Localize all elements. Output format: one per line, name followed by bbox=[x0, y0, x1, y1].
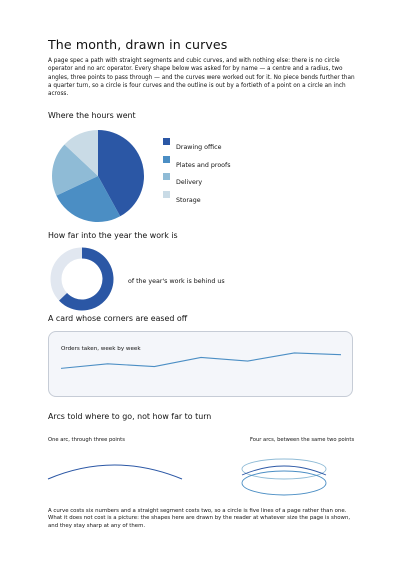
legend-label: Delivery bbox=[176, 179, 203, 186]
arc-caption-right: Four arcs, between the same two points bbox=[250, 437, 355, 443]
donut-label: of the year's work is behind us bbox=[128, 278, 225, 285]
footer-paragraph: A curve costs six numbers and a straight segment costs two, so a circle is five lines of a page rather than one. What it does not cost is a picture: the shapes here are drawn by the reader at whatever size the page is shown, and they stay sharp at any of them. bbox=[48, 508, 351, 529]
inner-arc bbox=[242, 471, 326, 495]
page-title: The month, drawn in curves bbox=[48, 37, 228, 52]
orders-line-chart bbox=[49, 332, 352, 396]
outer-arc bbox=[242, 459, 326, 479]
legend-label: Plates and proofs bbox=[176, 162, 231, 169]
legend-swatch bbox=[163, 156, 170, 163]
legend-label: Drawing office bbox=[176, 144, 222, 151]
intro-paragraph: A page spec a path with straight segments and cubic curves, and with nothing else: there is no circle operator and no arc operator. Every shape below was asked for by name — a centre and a radius, two angles, three points to pass through — and the curves were worked out for it. No piece bends further than a quarter turn, so a circle is four curves and the outline is out by a fortieth of a point on a circle an inch across. bbox=[48, 58, 355, 98]
rounded-card bbox=[48, 331, 353, 397]
single-arc bbox=[48, 465, 182, 479]
legend-swatch bbox=[163, 138, 170, 145]
card-title: Orders taken, week by week bbox=[61, 346, 141, 352]
section-heading-card: A card whose corners are eased off bbox=[48, 314, 188, 323]
legend-swatch bbox=[163, 173, 170, 180]
section-heading-year: How far into the year the work is bbox=[48, 231, 178, 240]
legend-swatch bbox=[163, 191, 170, 198]
section-heading-arcs: Arcs told where to go, not how far to turn bbox=[48, 412, 212, 421]
orders-series-line bbox=[61, 353, 341, 368]
legend-label: Storage bbox=[176, 197, 201, 204]
pie-chart bbox=[50, 128, 150, 228]
donut-chart bbox=[50, 247, 116, 313]
section-heading-hours: Where the hours went bbox=[48, 111, 136, 120]
single-arc-figure bbox=[46, 455, 186, 485]
four-arcs-figure bbox=[240, 455, 330, 499]
middle-arc bbox=[242, 466, 326, 475]
arc-caption-left: One arc, through three points bbox=[48, 437, 125, 443]
